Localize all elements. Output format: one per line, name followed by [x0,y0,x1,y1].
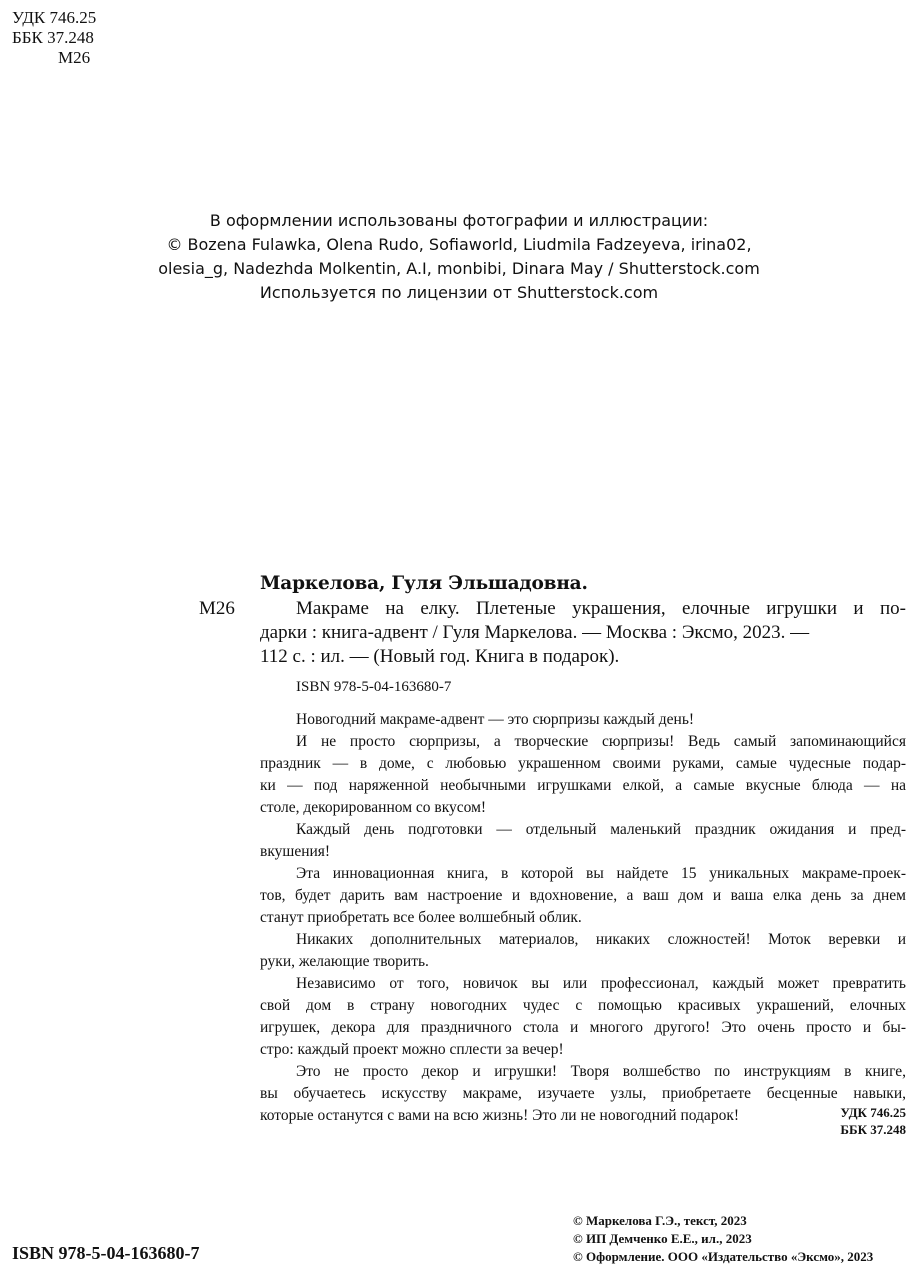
annotation-line: тов, будет дарить вам настроение и вдохновение, а ваш дом и ваша елка день за днем [260,887,906,904]
annotation-line: ки — под наряженной необычными игрушками елкой, а самые вкусные блюда — на [260,777,906,794]
annotation-line: Эта инновационная книга, в которой вы найдете 15 уникальных макраме-проек- [296,865,906,882]
annotation [260,709,906,1127]
annotation-line: Никаких дополнительных материалов, никаких сложностей! Моток веревки и [296,931,906,948]
bibliographic-description [260,597,906,669]
image-credits [0,209,918,305]
copyright-line: © Оформление. ООО «Издательство «Эксмо», 2023 [573,1249,874,1264]
copyright-line: © ИП Демченко Е.Е., ил., 2023 [573,1231,752,1246]
annotation-line: игрушек, декора для праздничного стола и многого другого! Это очень просто и бы- [260,1019,906,1036]
isbn-record: ISBN 978-5-04-163680-7 [296,679,452,695]
annotation-line: Каждый день подготовки — отдельный маленький праздник ожидания и пред- [296,821,906,838]
copyright-line: © Маркелова Г.Э., текст, 2023 [573,1213,747,1228]
title-line: Макраме на елку. Плетеные украшения, елочные игрушки и по- [296,598,906,619]
annotation-line: свой дом в страну новогодних чудес с помощью красивых украшений, елочных [260,997,906,1014]
record-author-mark: М26 [199,598,235,619]
credits-line: В оформлении использованы фотографии и иллюстрации: [209,211,709,230]
udk-code: УДК 746.25 [12,8,97,27]
title-line: дарки : книга-адвент / Гуля Маркелова. — Москва : Эксмо, 2023. — [260,622,810,643]
title-line: 112 с. : ил. — (Новый год. Книга в подарок). [260,646,620,667]
classification-top [12,8,96,68]
author-mark: М26 [58,48,91,67]
annotation-line: столе, декорированном со вкусом! [260,799,487,816]
credits-line: Используется по лицензии от Shutterstock.com [259,283,659,302]
udk-code-bottom: УДК 746.25 [840,1105,906,1120]
annotation-line: Это не просто декор и игрушки! Творя волшебство по инструкциям в книге, [296,1063,906,1080]
isbn-bottom: ISBN 978-5-04-163680-7 [12,1243,200,1263]
bbk-code: ББК 37.248 [12,28,94,47]
annotation-line: руки, желающие творить. [260,953,429,970]
classification-bottom [840,1104,906,1138]
annotation-line: станут приобретать все более волшебный облик. [260,909,582,926]
author-heading: Маркелова, Гуля Эльшадовна. [260,573,588,594]
annotation-line: Независимо от того, новичок вы или профессионал, каждый может превратить [296,975,906,992]
annotation-line: вкушения! [260,843,331,860]
annotation-line: праздник — в доме, с любовью украшенном своими руками, самые чудесные подар- [260,755,906,772]
copyright-notices [573,1212,873,1266]
annotation-line: Новогодний макраме-адвент — это сюрпризы каждый день! [296,711,695,728]
annotation-line: которые останутся с вами на всю жизнь! Это ли не новогодний подарок! [260,1107,740,1124]
annotation-line: стро: каждый проект можно сплести за вечер! [260,1041,564,1058]
bbk-code-bottom: ББК 37.248 [840,1122,906,1137]
credits-line: olesia_g, Nadezhda Molkentin, A.I, monbibi, Dinara May / Shutterstock.com [158,259,760,278]
credits-line: © Bozena Fulawka, Olena Rudo, Sofiaworld, Liudmila Fadzeyeva, irina02, [166,235,752,254]
annotation-line: вы обучаетесь искусству макраме, изучаете узлы, приобретаете бесценные навыки, [260,1085,906,1102]
annotation-line: И не просто сюрпризы, а творческие сюрпризы! Ведь самый запоминающийся [296,733,906,750]
